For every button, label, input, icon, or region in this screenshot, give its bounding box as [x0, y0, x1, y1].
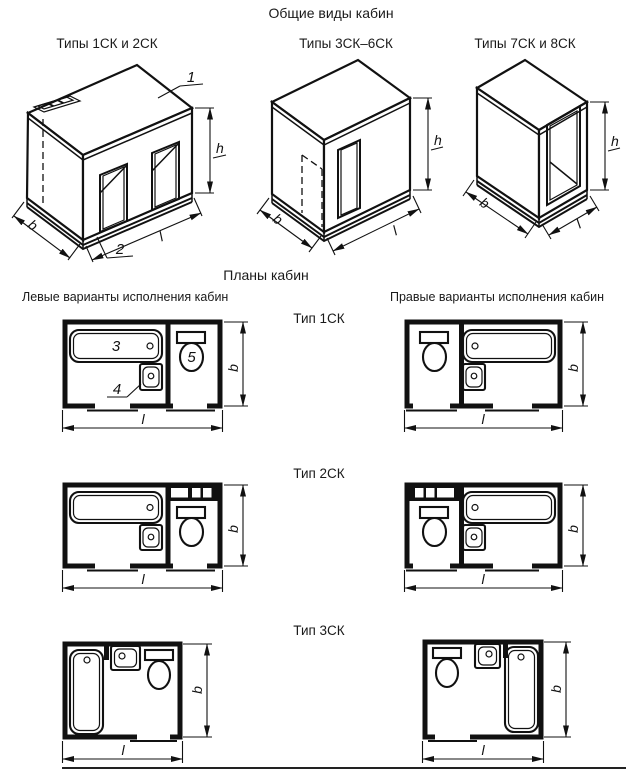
dim-label-l: l: [389, 222, 400, 239]
dimension-width: [544, 642, 571, 737]
toilet: [177, 507, 205, 546]
plans-section-title: Планы кабин: [223, 267, 309, 283]
general-view-label-3: Типы 7СК и 8СК: [474, 36, 576, 51]
dimension-length: [405, 410, 563, 432]
toilet: [420, 332, 448, 371]
bathtub: [463, 492, 555, 523]
dim-label-b: b: [548, 685, 564, 693]
dimension-width: [564, 485, 588, 566]
toilet: [420, 507, 448, 546]
dim-label-l: l: [141, 411, 145, 427]
dim-label-b: b: [477, 194, 493, 212]
dim-label-l: l: [121, 742, 125, 758]
dimension-width: [183, 644, 212, 737]
plan-row-label-1: Тип 1СК: [293, 311, 345, 326]
dim-label-b: b: [270, 210, 286, 228]
dimension-length: [63, 741, 183, 763]
dim-label-l: l: [481, 571, 485, 587]
toilet: [145, 650, 173, 689]
plan-type-2sk-right: [395, 478, 615, 600]
callout-3: 3: [111, 338, 121, 355]
dimension-length: [423, 741, 544, 763]
vent-duct-block: [410, 483, 465, 502]
bathtub: [70, 492, 162, 523]
vent-duct-block: [166, 483, 221, 502]
dim-label-l: l: [481, 411, 485, 427]
callout-5: 5: [187, 349, 196, 366]
plan-type-1sk-left: [40, 315, 255, 440]
plan-type-3sk-left: [40, 633, 255, 768]
callout-1: 1: [186, 69, 196, 86]
washbasin: [463, 525, 485, 550]
dim-label-h: h: [434, 132, 442, 148]
dimension-height: [590, 102, 620, 190]
sheet-title: Общие виды кабин: [268, 5, 394, 21]
washbasin: [140, 364, 162, 390]
plan-type-3sk-right: [395, 633, 615, 768]
dimension-length: [63, 570, 223, 592]
dimension-width: [224, 322, 248, 406]
iso-view-types-3sk-6sk: [245, 55, 445, 265]
washbasin: [140, 525, 162, 550]
washbasin: [475, 644, 500, 668]
dim-label-b: b: [225, 364, 241, 372]
dimension-height: [195, 108, 226, 193]
bathtub: [505, 647, 538, 732]
dim-label-l: l: [573, 215, 584, 232]
general-view-label-1: Типы 1СК и 2СК: [56, 36, 158, 51]
dimension-length: [405, 570, 563, 592]
washbasin: [111, 646, 140, 670]
page-bottom-rule: [62, 767, 626, 769]
dim-label-b: b: [25, 216, 41, 234]
bathtub: [463, 330, 555, 362]
callout-4: 4: [112, 381, 122, 398]
dim-label-h: h: [611, 133, 619, 149]
dim-label-b: b: [225, 525, 241, 533]
washbasin: [463, 364, 485, 390]
dim-label-b: b: [565, 525, 581, 533]
general-view-label-2: Типы 3СК–6СК: [299, 36, 393, 51]
dim-label-l: l: [141, 571, 145, 587]
dim-label-l: l: [156, 228, 166, 245]
iso-view-types-7sk-8sk: [450, 55, 626, 265]
dimension-length: [63, 410, 223, 432]
dimension-width: [564, 322, 588, 406]
callout-2: 2: [115, 241, 125, 258]
dim-label-h: h: [216, 140, 224, 156]
dim-label-l: l: [481, 742, 485, 758]
plan-type-1sk-right: [395, 315, 615, 440]
callout-washbasin: [107, 381, 141, 398]
dim-label-b: b: [565, 364, 581, 372]
plan-row-label-3: Тип 3СК: [293, 623, 345, 638]
dim-label-b: b: [189, 686, 205, 694]
iso-view-types-1sk-2sk: [0, 55, 240, 265]
left-column-header: Левые варианты исполнения кабин: [22, 290, 229, 304]
plan-type-2sk-left: [40, 478, 255, 600]
dimension-height: [413, 98, 443, 190]
toilet: [433, 648, 461, 687]
right-column-header: Правые варианты исполнения кабин: [389, 290, 605, 304]
dimension-width: [224, 485, 248, 566]
plan-row-label-2: Тип 2СК: [293, 466, 345, 481]
bathtub: [70, 650, 103, 734]
